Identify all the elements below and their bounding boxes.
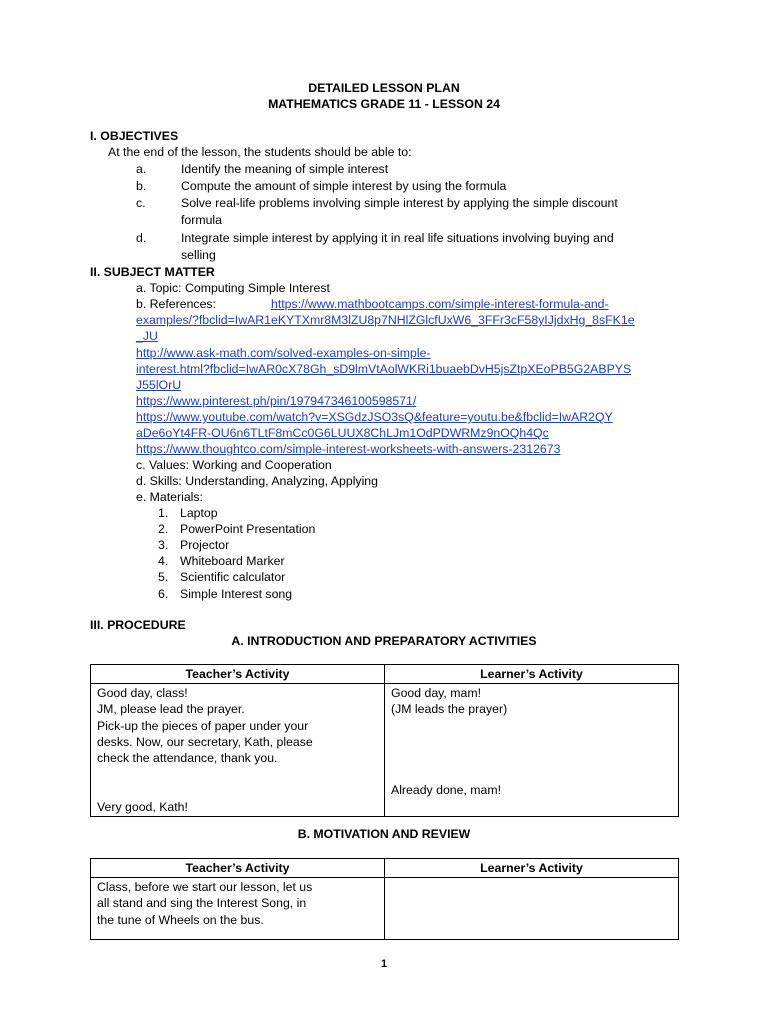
document-subtitle: MATHEMATICS GRADE 11 - LESSON 24 [268,97,500,111]
teacher-activity-header: Teacher’s Activity [91,665,385,684]
learner-activity-cell: Good day, mam! (JM leads the prayer) Already done, mam! [385,684,679,817]
objective-text: Solve real-life problems involving simple interest by applying the simple discount [181,196,618,210]
reference-link[interactable]: examples/?fbclid=IwAR1eKYTXmr8M3lZU8p7NHlZGlcfUxW6_3FFr3cF58yIJjdxHg_8sFK1e [136,313,635,327]
material-item [158,537,229,553]
reference-link[interactable]: https://www.mathbootcamps.com/simple-interest-formula-and- [271,297,609,311]
learner-activity-cell [385,878,679,940]
material-item [158,505,218,521]
material-number: 6. [158,587,169,601]
objective-text-continued: formula [181,213,223,227]
reference-link[interactable]: https://www.thoughtco.com/simple-interest-worksheets-with-answers-2312673 [136,442,561,456]
material-text: Scientific calculator [180,570,286,584]
material-text: Projector [180,538,230,552]
material-text: Simple Interest song [180,587,293,601]
material-item [158,569,285,585]
material-text: PowerPoint Presentation [180,522,316,536]
section-b-title: B. MOTIVATION AND REVIEW [297,827,471,841]
material-item [158,586,292,602]
teacher-activity-header: Teacher’s Activity [91,859,385,878]
learner-activity-header: Learner’s Activity [385,665,679,684]
material-number: 1. [158,506,169,520]
page-number: 1 [380,958,388,970]
section-a-title: A. INTRODUCTION AND PREPARATORY ACTIVITIES [231,634,537,648]
subject-matter-heading: II. SUBJECT MATTER [90,265,215,279]
skills-line: d. Skills: Understanding, Analyzing, Applying [136,474,378,488]
objective-marker: c. [136,196,146,210]
material-number: 2. [158,522,169,536]
reference-link[interactable]: https://www.pinterest.ph/pin/197947346100598571/ [136,394,417,408]
material-item [158,553,285,569]
material-number: 5. [158,570,169,584]
objective-text-continued: selling [181,248,216,262]
material-text: Whiteboard Marker [180,554,285,568]
materials-label: e. Materials: [136,490,203,504]
material-item [158,521,315,537]
topic-line: a. Topic: Computing Simple Interest [136,281,330,295]
material-text: Laptop [180,506,218,520]
material-number: 4. [158,554,169,568]
objective-text: Identify the meaning of simple interest [181,162,389,176]
reference-link[interactable]: http://www.ask-math.com/solved-examples-on-simple- [136,346,431,360]
motivation-table [90,858,679,940]
procedure-heading: III. PROCEDURE [90,618,186,632]
objective-text: Compute the amount of simple interest by using the formula [181,179,507,193]
reference-link[interactable]: https://www.youtube.com/watch?v=XSGdzJSO3sQ&feature=youtu.be&fbclid=IwAR2QY [136,410,613,424]
learner-activity-header: Learner’s Activity [385,859,679,878]
teacher-activity-cell: Class, before we start our lesson, let us all stand and sing the Interest Song, in the tune of Wheels on the bus. [91,878,385,940]
document-title: DETAILED LESSON PLAN [308,81,460,95]
objective-text: Integrate simple interest by applying it in real life situations involving buying and [181,231,614,245]
values-line: c. Values: Working and Cooperation [136,458,332,472]
objective-marker: d. [136,231,147,245]
references-label: b. References: [136,297,216,311]
objective-marker: a. [136,162,147,176]
reference-link[interactable]: interest.html?fbclid=IwAR0cX78Gh_sD9lmVtAolWKRi1buaebDvH5jsZtpXEoPB5G2ABPYS [136,362,632,376]
intro-activities-table [90,664,679,817]
objectives-heading: I. OBJECTIVES [90,129,179,143]
reference-link[interactable]: _JU [136,329,158,343]
reference-link[interactable]: J55lOrU [136,378,182,392]
objectives-intro: At the end of the lesson, the students should be able to: [108,145,412,159]
material-number: 3. [158,538,169,552]
reference-link[interactable]: aDe6oYt4FR-OU6n6TLtF8mCc0G6LUUX8ChLJm1OdPDWRMz9nOQh4Qc [136,426,549,440]
teacher-activity-cell: Good day, class! JM, please lead the prayer. Pick-up the pieces of paper under your desks. Now, our secretary, Kath, please check the attendance, thank you. Very good, Kath! [91,684,385,817]
objective-marker: b. [136,179,147,193]
